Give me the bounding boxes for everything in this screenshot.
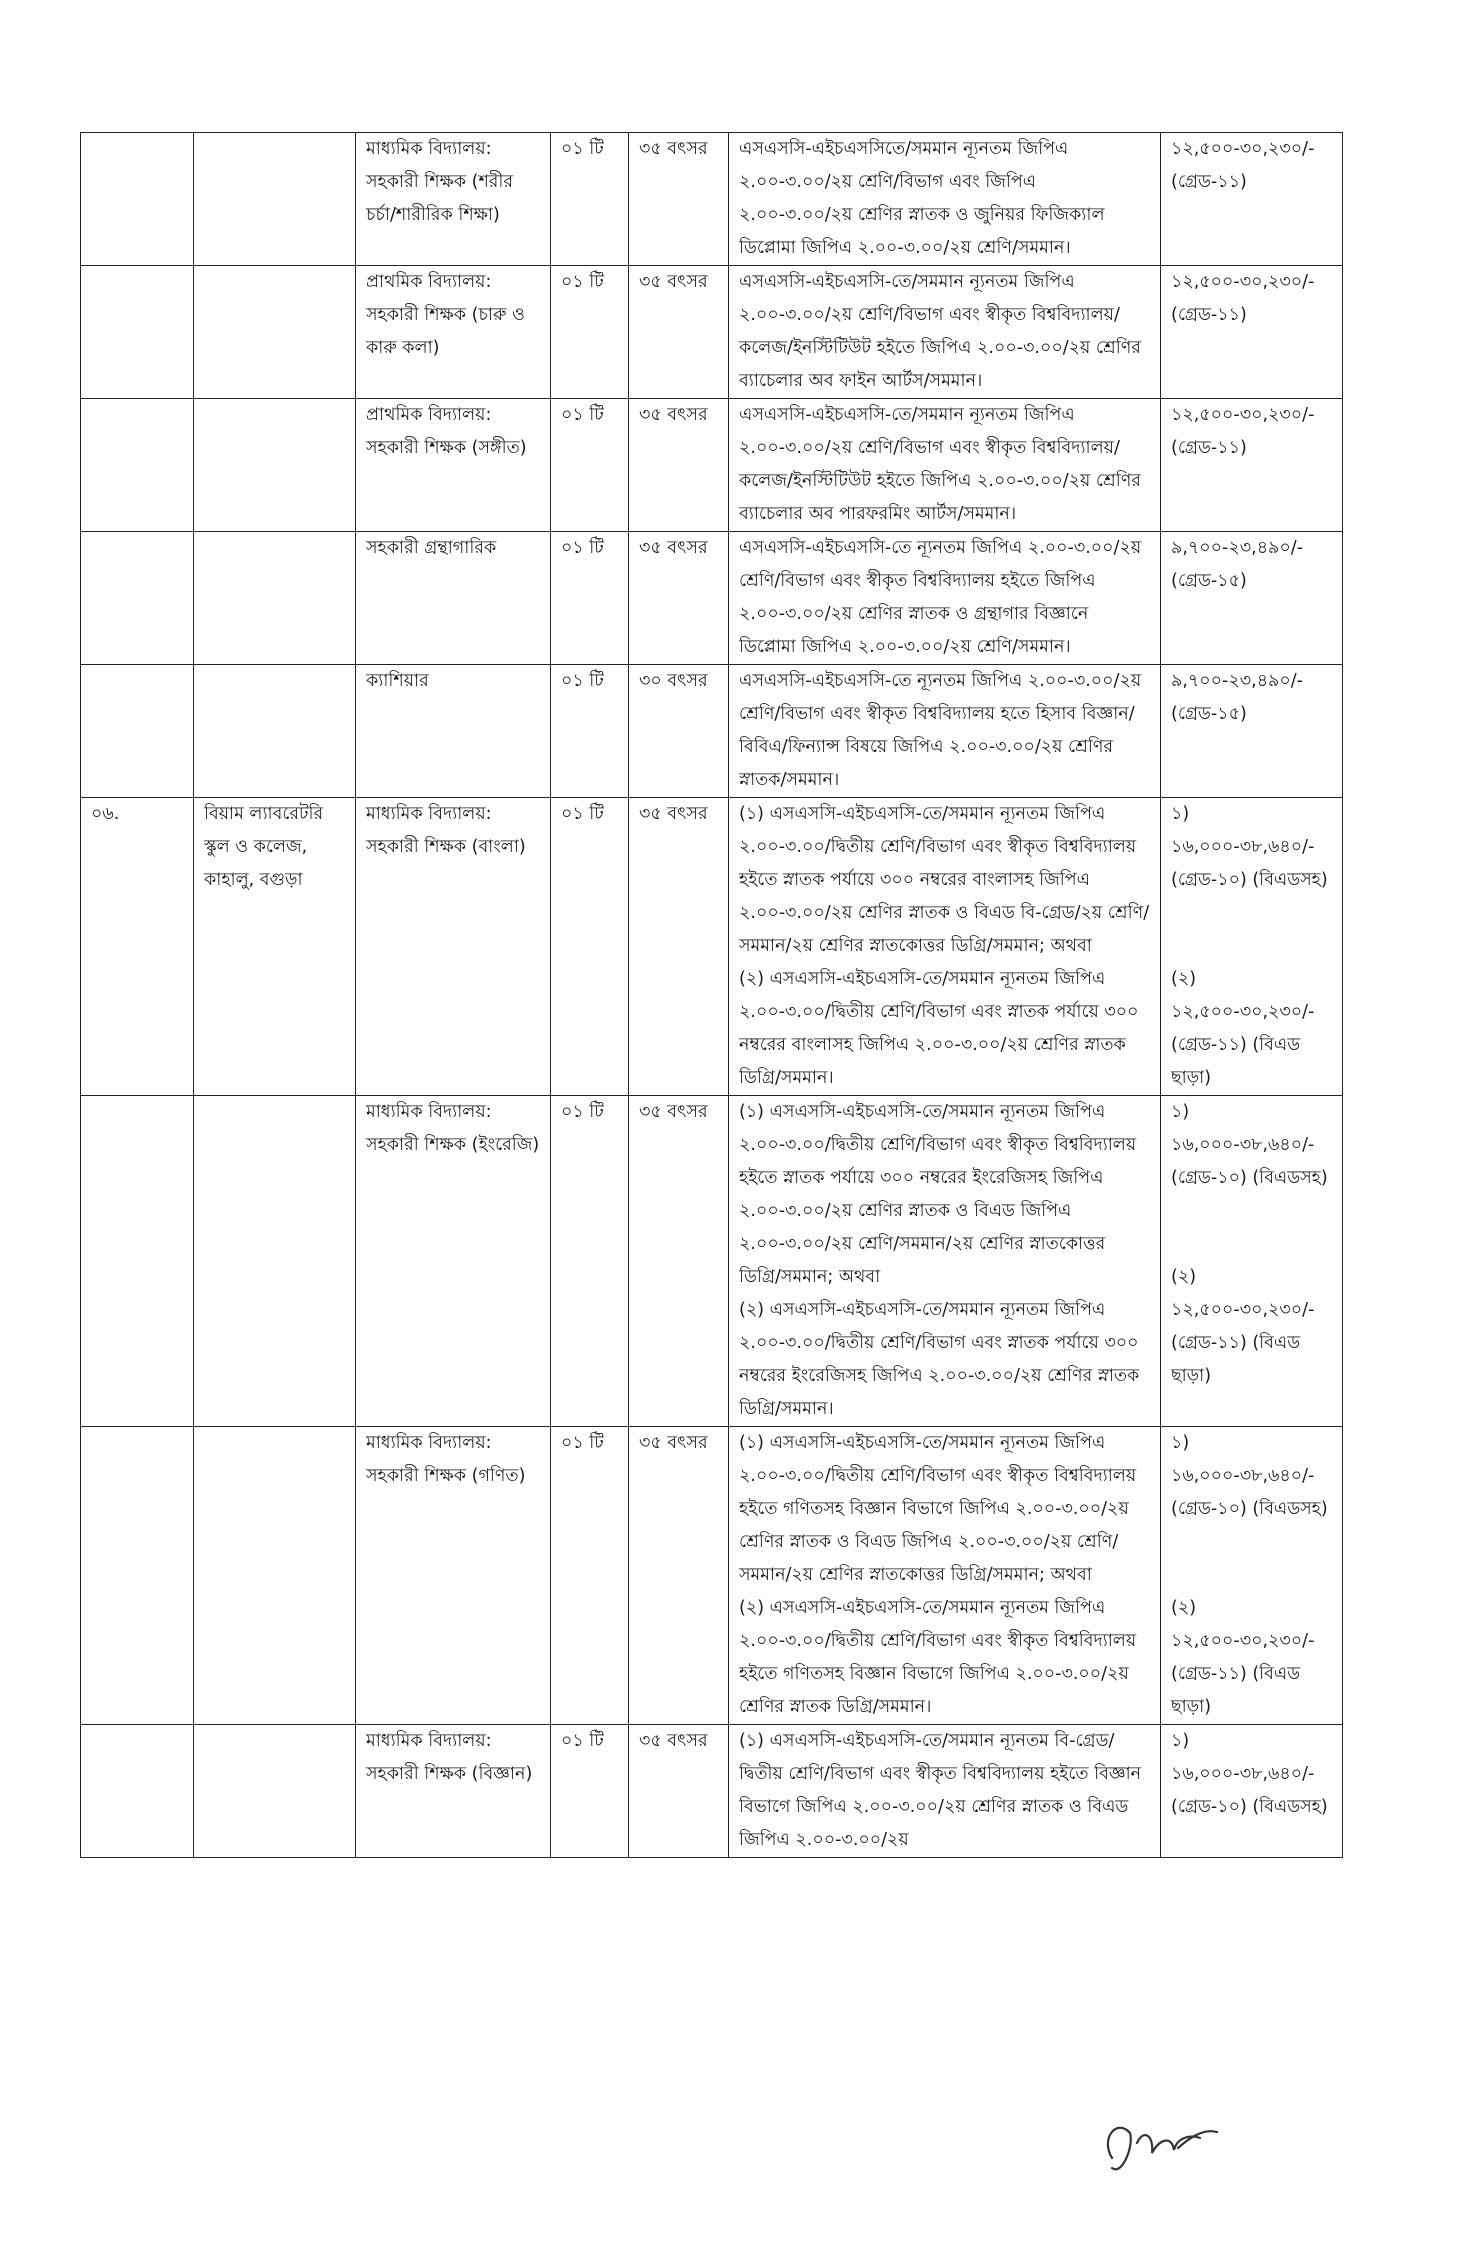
qualification-paragraph: এসএসসি-এইচএসসি-তে ন্যূনতম জিপিএ ২.০০-৩.০০/২য় শ্রেণি/বিভাগ এবং স্বীকৃত বিশ্ববিদ্যালয় হতে হিসাব বিজ্ঞান/বিবিএ/ফিন্যান্স বিষয়ে জিপিএ ২.০০-৩.০০/২য় শ্রেণির স্নাতক/সমমান।: [739, 671, 1142, 790]
serial-cell: [81, 399, 194, 532]
age-limit-cell: ৩৫ বৎসর: [629, 1096, 729, 1427]
post-cell: মাধ্যমিক বিদ্যালয়: সহকারী শিক্ষক (ইংরেজি): [356, 1096, 551, 1427]
serial-cell: [81, 266, 194, 399]
qualification-paragraph: এসএসসি-এইচএসসি-তে/সমমান ন্যূনতম জিপিএ ২.০০-৩.০০/২য় শ্রেণি/বিভাগ এবং স্বীকৃত বিশ্ববিদ্যালয়/কলেজ/ইনস্টিটিউট হইতে জিপিএ ২.০০-৩.০০/২য় শ্রেণির ব্যাচেলার অব ফাইন আর্টস/সমমান।: [739, 272, 1141, 391]
qualification-paragraph: (২) এসএসসি-এইচএসসি-তে/সমমান ন্যূনতম জিপিএ ২.০০-৩.০০/দ্বিতীয় শ্রেণি/বিভাগ এবং স্নাতক পর্যায়ে ৩০০ নম্বরের ইংরেজিসহ জিপিএ ২.০০-৩.০০/২য় শ্রেণির স্নাতক ডিগ্রি/সমমান।: [739, 1300, 1140, 1419]
post-count-cell: ০১ টি: [551, 532, 629, 665]
qualification-cell: [729, 1725, 1161, 1858]
post-cell: মাধ্যমিক বিদ্যালয়: সহকারী শিক্ষক (বিজ্ঞান): [356, 1725, 551, 1858]
institution-cell: [194, 1096, 356, 1427]
age-limit-cell: ৩৫ বৎসর: [629, 266, 729, 399]
qualification-cell: [729, 399, 1161, 532]
age-limit-cell: ৩৫ বৎসর: [629, 133, 729, 266]
table-row: [81, 133, 1343, 266]
salary-scale: ১) ১৬,০০০-৩৮,৬৪০/- (গ্রেড-১০) (বিএডসহ): [1171, 1731, 1328, 1817]
institution-cell: [194, 532, 356, 665]
age-limit-cell: ৩৫ বৎসর: [629, 399, 729, 532]
qualification-paragraph: এসএসসি-এইচএসসিতে/সমমান ন্যূনতম জিপিএ ২.০০-৩.০০/২য় শ্রেণি/বিভাগ এবং জিপিএ ২.০০-৩.০০/২য় শ্রেণির স্নাতক ও জুনিয়র ফিজিক্যাল ডিপ্লোমা জিপিএ ২.০০-৩.০০/২য় শ্রেণি/সমমান।: [739, 139, 1105, 258]
post-cell: প্রাথমিক বিদ্যালয়: সহকারী শিক্ষক (সঙ্গীত): [356, 399, 551, 532]
handwritten-signature: [1082, 2098, 1232, 2188]
qualification-paragraph: (১) এসএসসি-এইচএসসি-তে/সমমান ন্যূনতম জিপিএ ২.০০-৩.০০/দ্বিতীয় শ্রেণি/বিভাগ এবং স্বীকৃত বিশ্ববিদ্যালয় হইতে স্নাতক পর্যায়ে ৩০০ নম্বরের বাংলাসহ জিপিএ ২.০০-৩.০০/২য় শ্রেণির স্নাতক ও বিএড বি-গ্রেড/২য় শ্রেণি/সমমান/২য় শ্রেণির স্নাতকোত্তর ডিগ্রি/সমমান; অথবা: [739, 804, 1150, 956]
salary-scale: (২) ১২,৫০০-৩০,২৩০/- (গ্রেড-১১) (বিএড ছাড়া): [1171, 1598, 1315, 1717]
serial-cell: [81, 133, 194, 266]
post-count-cell: ০১ টি: [551, 266, 629, 399]
post-cell: প্রাথমিক বিদ্যালয়: সহকারী শিক্ষক (চারু ও কারু কলা): [356, 266, 551, 399]
serial-cell: ০৬.: [81, 798, 194, 1096]
recruitment-table: [80, 132, 1343, 1858]
salary-cell: [1161, 665, 1343, 798]
qualification-paragraph: (২) এসএসসি-এইচএসসি-তে/সমমান ন্যূনতম জিপিএ ২.০০-৩.০০/দ্বিতীয় শ্রেণি/বিভাগ এবং স্বীকৃত বিশ্ববিদ্যালয় হইতে গণিতসহ বিজ্ঞান বিভাগে জিপিএ ২.০০-৩.০০/২য় শ্রেণির স্নাতক ডিগ্রি/সমমান।: [739, 1598, 1137, 1717]
serial-cell: [81, 532, 194, 665]
post-cell: মাধ্যমিক বিদ্যালয়: সহকারী শিক্ষক (শরীর চর্চা/শারীরিক শিক্ষা): [356, 133, 551, 266]
qualification-paragraph: (১) এসএসসি-এইচএসসি-তে/সমমান ন্যূনতম বি-গ্রেড/দ্বিতীয় শ্রেণি/বিভাগ এবং স্বীকৃত বিশ্ববিদ্যালয় হইতে বিজ্ঞান বিভাগে জিপিএ ২.০০-৩.০০/২য় শ্রেণির স্নাতক ও বিএড জিপিএ ২.০০-৩.০০/২য়: [739, 1731, 1142, 1850]
salary-scale: ১) ১৬,০০০-৩৮,৬৪০/- (গ্রেড-১০) (বিএডসহ): [1171, 1102, 1328, 1188]
institution-cell: [194, 1725, 356, 1858]
salary-cell: [1161, 798, 1343, 1096]
salary-scale: ১২,৫০০-৩০,২৩০/- (গ্রেড-১১): [1171, 272, 1315, 325]
salary-scale: (২) ১২,৫০০-৩০,২৩০/- (গ্রেড-১১) (বিএড ছাড়া): [1171, 1267, 1315, 1386]
salary-scale: ১) ১৬,০০০-৩৮,৬৪০/- (গ্রেড-১০) (বিএডসহ): [1171, 1433, 1328, 1519]
qualification-cell: [729, 266, 1161, 399]
age-limit-cell: ৩৫ বৎসর: [629, 532, 729, 665]
post-cell: মাধ্যমিক বিদ্যালয়: সহকারী শিক্ষক (গণিত): [356, 1427, 551, 1725]
salary-cell: [1161, 266, 1343, 399]
age-limit-cell: ৩৫ বৎসর: [629, 1725, 729, 1858]
institution-cell: [194, 133, 356, 266]
qualification-paragraph: (১) এসএসসি-এইচএসসি-তে/সমমান ন্যূনতম জিপিএ ২.০০-৩.০০/দ্বিতীয় শ্রেণি/বিভাগ এবং স্বীকৃত বিশ্ববিদ্যালয় হইতে গণিতসহ বিজ্ঞান বিভাগে জিপিএ ২.০০-৩.০০/২য় শ্রেণির স্নাতক ও বিএড জিপিএ ২.০০-৩.০০/২য় শ্রেণি/সমমান/২য় শ্রেণির স্নাতকোত্তর ডিগ্রি/সমমান; অথবা: [739, 1433, 1137, 1585]
table-row: [81, 399, 1343, 532]
table-row: [81, 798, 1343, 1096]
table-row: [81, 266, 1343, 399]
institution-cell: [194, 665, 356, 798]
institution-cell: [194, 399, 356, 532]
salary-scale: ১) ১৬,০০০-৩৮,৬৪০/- (গ্রেড-১০) (বিএডসহ): [1171, 804, 1328, 890]
institution-cell: বিয়াম ল্যাবরেটরি স্কুল ও কলেজ, কাহালু, বগুড়া: [194, 798, 356, 1096]
institution-cell: [194, 266, 356, 399]
salary-scale: ১২,৫০০-৩০,২৩০/- (গ্রেড-১১): [1171, 405, 1315, 458]
serial-cell: [81, 1725, 194, 1858]
salary-cell: [1161, 1427, 1343, 1725]
post-count-cell: ০১ টি: [551, 665, 629, 798]
table-row: [81, 665, 1343, 798]
post-count-cell: ০১ টি: [551, 399, 629, 532]
qualification-cell: [729, 665, 1161, 798]
post-cell: মাধ্যমিক বিদ্যালয়: সহকারী শিক্ষক (বাংলা): [356, 798, 551, 1096]
qualification-cell: [729, 1427, 1161, 1725]
qualification-cell: [729, 532, 1161, 665]
post-count-cell: ০১ টি: [551, 1725, 629, 1858]
age-limit-cell: ৩৫ বৎসর: [629, 798, 729, 1096]
salary-scale: (২) ১২,৫০০-৩০,২৩০/- (গ্রেড-১১) (বিএড ছাড়া): [1171, 969, 1315, 1088]
qualification-cell: [729, 798, 1161, 1096]
table-row: [81, 532, 1343, 665]
qualification-paragraph: (২) এসএসসি-এইচএসসি-তে/সমমান ন্যূনতম জিপিএ ২.০০-৩.০০/দ্বিতীয় শ্রেণি/বিভাগ এবং স্নাতক পর্যায়ে ৩০০ নম্বরের বাংলাসহ জিপিএ ২.০০-৩.০০/২য় শ্রেণির স্নাতক ডিগ্রি/সমমান।: [739, 969, 1139, 1088]
salary-cell: [1161, 399, 1343, 532]
institution-cell: [194, 1427, 356, 1725]
qualification-cell: [729, 133, 1161, 266]
salary-scale: ৯,৭০০-২৩,৪৯০/- (গ্রেড-১৫): [1171, 538, 1303, 591]
post-count-cell: ০১ টি: [551, 1096, 629, 1427]
table-row: [81, 1427, 1343, 1725]
qualification-paragraph: (১) এসএসসি-এইচএসসি-তে/সমমান ন্যূনতম জিপিএ ২.০০-৩.০০/দ্বিতীয় শ্রেণি/বিভাগ এবং স্বীকৃত বিশ্ববিদ্যালয় হইতে স্নাতক পর্যায়ে ৩০০ নম্বরের ইংরেজিসহ জিপিএ ২.০০-৩.০০/২য় শ্রেণির স্নাতক ও বিএড জিপিএ ২.০০-৩.০০/২য় শ্রেণি/সমমান/২য় শ্রেণির স্নাতকোত্তর ডিগ্রি/সমমান; অথবা: [739, 1102, 1137, 1287]
post-cell: সহকারী গ্রন্থাগারিক: [356, 532, 551, 665]
salary-scale: ৯,৭০০-২৩,৪৯০/- (গ্রেড-১৫): [1171, 671, 1303, 724]
post-cell: ক্যাশিয়ার: [356, 665, 551, 798]
salary-scale: ১২,৫০০-৩০,২৩০/- (গ্রেড-১১): [1171, 139, 1315, 192]
age-limit-cell: ৩৫ বৎসর: [629, 1427, 729, 1725]
salary-cell: [1161, 133, 1343, 266]
table-row: [81, 1725, 1343, 1858]
serial-cell: [81, 1427, 194, 1725]
salary-cell: [1161, 1725, 1343, 1858]
salary-cell: [1161, 1096, 1343, 1427]
post-count-cell: ০১ টি: [551, 798, 629, 1096]
table-row: [81, 1096, 1343, 1427]
serial-cell: [81, 665, 194, 798]
table-body: [81, 133, 1343, 1858]
post-count-cell: ০১ টি: [551, 1427, 629, 1725]
salary-cell: [1161, 532, 1343, 665]
qualification-cell: [729, 1096, 1161, 1427]
qualification-paragraph: এসএসসি-এইচএসসি-তে ন্যূনতম জিপিএ ২.০০-৩.০০/২য় শ্রেণি/বিভাগ এবং স্বীকৃত বিশ্ববিদ্যালয় হইতে জিপিএ ২.০০-৩.০০/২য় শ্রেণির স্নাতক ও গ্রন্থাগার বিজ্ঞানে ডিপ্লোমা জিপিএ ২.০০-৩.০০/২য় শ্রেণি/সমমান।: [739, 538, 1142, 657]
serial-cell: [81, 1096, 194, 1427]
age-limit-cell: ৩০ বৎসর: [629, 665, 729, 798]
post-count-cell: ০১ টি: [551, 133, 629, 266]
qualification-paragraph: এসএসসি-এইচএসসি-তে/সমমান ন্যূনতম জিপিএ ২.০০-৩.০০/২য় শ্রেণি/বিভাগ এবং স্বীকৃত বিশ্ববিদ্যালয়/কলেজ/ইনস্টিটিউট হইতে জিপিএ ২.০০-৩.০০/২য় শ্রেণির ব্যাচেলার অব পারফরমিং আর্টস/সমমান।: [739, 405, 1141, 524]
